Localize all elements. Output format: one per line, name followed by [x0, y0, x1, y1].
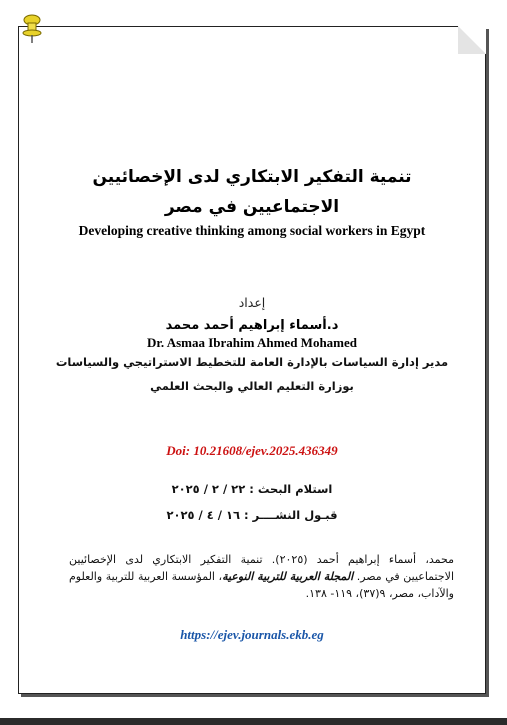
- citation-text-end: ، المؤسسة العربية للتربية والعلوم والآداب، مصر، ٩(٣٧)، ١١٩- ١٣٨.: [69, 570, 454, 600]
- author-name-english: Dr. Asmaa Ibrahim Ahmed Mohamed: [146, 335, 358, 350]
- prepared-by-label: إعداد: [238, 295, 266, 310]
- author-name-arabic: د.أسماء إبراهيم أحمد محمد: [165, 318, 339, 333]
- pushpin-icon: [20, 14, 44, 44]
- author-affiliation-line2: بوزارة التعليم العالي والبحث العلمي: [150, 379, 354, 393]
- title-english: Developing creative thinking among social workers in Egypt: [78, 223, 426, 238]
- doi-link[interactable]: Doi: 10.21608/ejev.2025.436349: [166, 443, 338, 458]
- author-affiliation-line1: مدير إدارة السياسات بالإدارة العامة للتخطيط الاستراتيجي والسياسات: [55, 355, 449, 369]
- document-page: [18, 26, 486, 694]
- accepted-date: قبـول النشــــر : ١٦ / ٤ / ٢٠٢٥: [166, 508, 338, 522]
- citation-journal-name: المجلة العربية للتربية النوعية: [222, 570, 354, 583]
- citation-text-start: محمد، أسماء إبراهيم أحمد (٢٠٢٥). تنمية التفكير الابتكاري لدى الإخصائيين الاجتماعيين في مصر.: [69, 553, 454, 583]
- journal-url-link[interactable]: https://ejev.journals.ekb.eg: [180, 627, 324, 642]
- title-arabic: تنمية التفكير الابتكاري لدى الإخصائيين الاجتماعيين في مصر: [92, 167, 412, 217]
- citation: [69, 551, 454, 602]
- received-date: استلام البحث : ٢٢ / ٢ / ٢٠٢٥: [171, 482, 333, 496]
- bottom-bar: [0, 718, 507, 725]
- page-fold-corner: [458, 26, 486, 54]
